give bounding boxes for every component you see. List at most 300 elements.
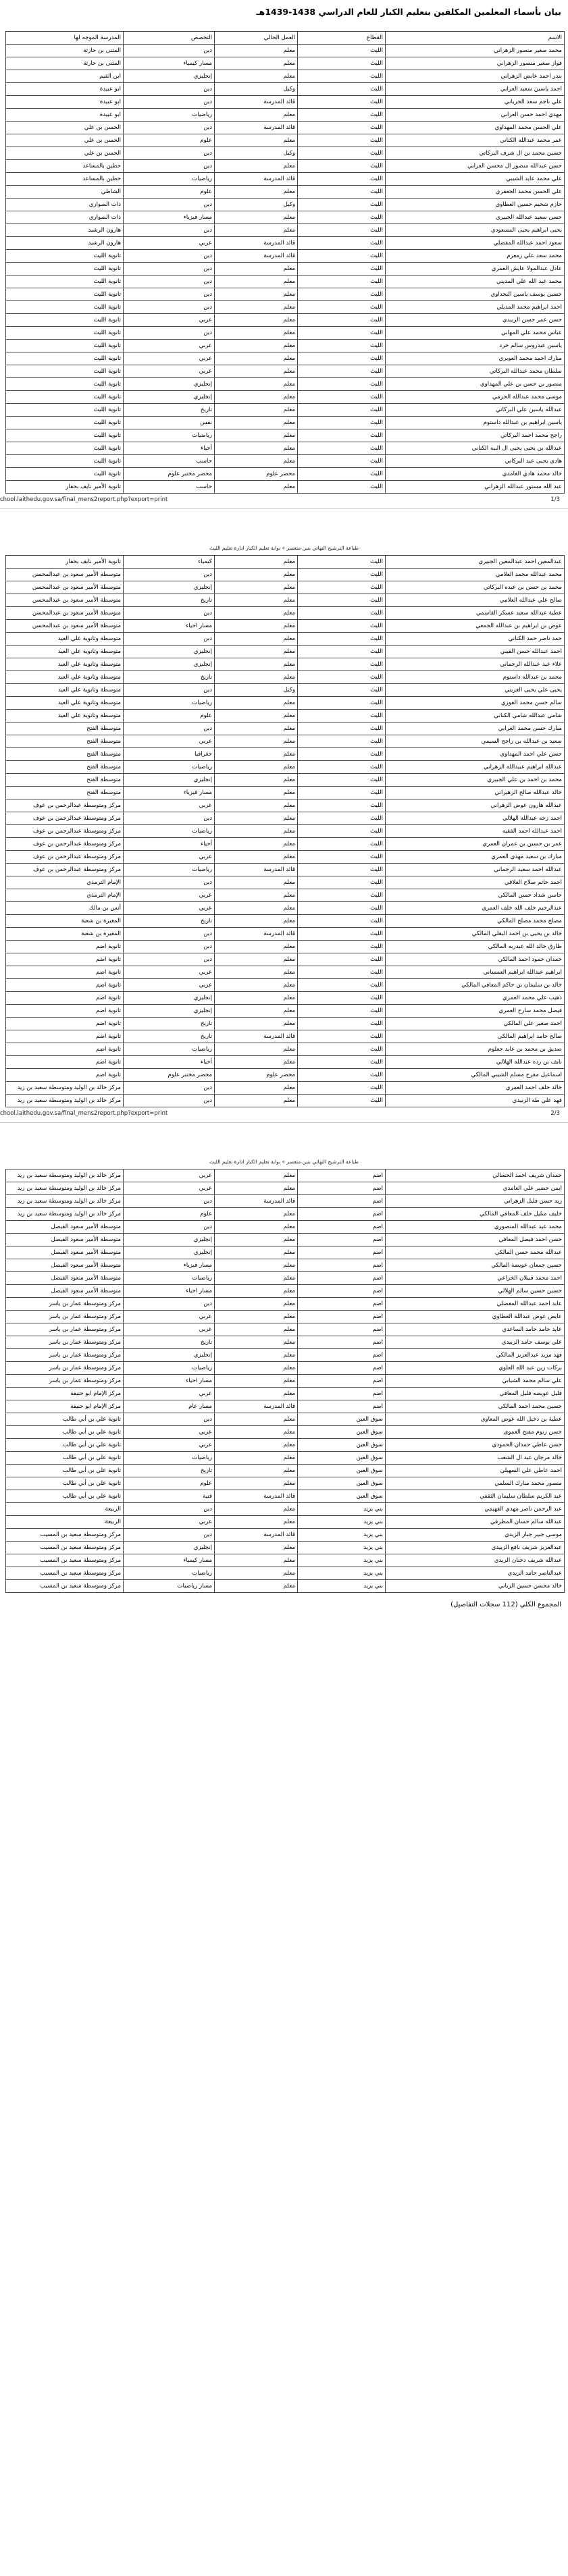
table-cell: معلم [215,160,298,173]
table-row [6,799,565,812]
table-row [6,160,565,173]
table-cell: قائد المدرسة [215,1195,298,1208]
table-cell: دين [124,250,215,263]
table-row [6,581,565,594]
table-row [6,1452,565,1465]
footer-url: chool.laithedu.gov.sa/final_mens2report.php?export=print [0,496,168,503]
table-cell: معلم [215,404,298,417]
table-cell: تاريخ [124,915,215,928]
table-cell: الليث [298,620,386,633]
table-cell: الليث [298,953,386,966]
teachers-table-page-2 [5,555,565,1107]
table-row [6,594,565,607]
table-cell: إنجليزي [124,1246,215,1259]
table-row [6,979,565,992]
table-cell: معلم [215,314,298,327]
table-cell: متوسطة الأمير سعود بن عبدالمحسن [6,607,124,620]
table-cell: ثانوية علي بن أبي طالب [6,1426,124,1439]
table-cell: سالم حسن محمد الفوزي [386,697,565,710]
table-cell: معلم [215,1208,298,1221]
table-cell: متوسطة الفتح [6,787,124,799]
table-cell: معلم [215,1234,298,1246]
table-cell: تاريخ [124,1030,215,1043]
table-cell: رياضيات [124,173,215,186]
table-row [6,851,565,864]
table-cell: متوسطة الأمير سعود الفيصل [6,1234,124,1246]
table-cell: دين [124,96,215,109]
table-row [6,301,565,314]
table-cell: متوسطة الفتح [6,761,124,774]
table-cell: وكيل [215,147,298,160]
table-row [6,83,565,96]
table-cell: معلم [215,1452,298,1465]
table-cell: سوق العين [298,1490,386,1503]
table-cell: ابو عبيدة [6,96,124,109]
table-cell: مسار رياضيات [124,1580,215,1593]
table-row [6,812,565,825]
table-cell: معلم [215,378,298,391]
table-row [6,1349,565,1362]
table-cell: حاسن شداد حسن المالكي [386,889,565,902]
table-row [6,96,565,109]
table-cell: اسماعيل مفرح مسلم الشيبي المالكي [386,1069,565,1082]
table-cell: معلم [215,1413,298,1426]
column-header: القطاع [298,32,386,45]
table-cell: متوسطة وثانوية علي العيد [6,684,124,697]
table-row [6,1362,565,1375]
table-cell: خالد بن سليمان بن حاكم المعافي المالكي [386,979,565,992]
table-cell: مسار كيمياء [124,57,215,70]
table-cell: ايمن حضير علي الغامدي [386,1182,565,1195]
table-row [6,327,565,340]
table-cell: صالح علي عبدالله العلامي [386,594,565,607]
table-cell: حسن زنوم مفتح العموي [386,1426,565,1439]
table-cell: مركز خالد بن الوليد ومتوسطة سعيد بن زيد [6,1095,124,1107]
table-cell: الليث [298,915,386,928]
table-cell: دين [124,941,215,953]
table-cell: سوق العين [298,1439,386,1452]
table-cell: اضم [298,1208,386,1221]
table-cell: وكيل [215,199,298,211]
table-cell: الليث [298,569,386,581]
table-cell: الشاطي [6,186,124,199]
table-row [6,263,565,275]
table-cell: تاريخ [124,671,215,684]
table-row [6,1311,565,1323]
table-cell: قائد المدرسة [215,122,298,134]
table-cell: معلم [215,671,298,684]
table-cell: معلم [215,186,298,199]
table-cell: فواز صغير منصور الزهراني [386,57,565,70]
table-cell: اضم [298,1221,386,1234]
table-cell: علوم [124,710,215,722]
table-row [6,1336,565,1349]
table-cell: دين [124,45,215,57]
table-cell: معلم [215,620,298,633]
table-cell: قائد المدرسة [215,1490,298,1503]
table-row [6,915,565,928]
table-cell: متوسطة وثانوية علي العيد [6,646,124,658]
table-cell: علي الحسن محمد المهداوي [386,122,565,134]
table-row [6,1095,565,1107]
table-cell: دين [124,263,215,275]
table-cell: بني يزيد [298,1542,386,1554]
table-cell: بندر احمد عايض الزهراني [386,70,565,83]
table-cell: معلم [215,301,298,314]
table-cell: الليث [298,301,386,314]
table-cell: اضم [298,1285,386,1298]
table-cell: عربي [124,966,215,979]
table-cell: اضم [298,1195,386,1208]
table-row [6,697,565,710]
table-cell: احمد عبدالله احمد الفقيه [386,825,565,838]
table-cell: محمد سعد علي زمعرم [386,250,565,263]
table-cell: الليث [298,1095,386,1107]
table-cell: الليث [298,1030,386,1043]
table-cell: أحياء [124,1056,215,1069]
table-cell: دين [124,1195,215,1208]
table-cell: عربي [124,979,215,992]
table-cell: اضم [298,1375,386,1388]
table-cell: قائد المدرسة [215,173,298,186]
table-cell: الليث [298,812,386,825]
table-cell: زيد حسن فليل الزهراني [386,1195,565,1208]
table-cell: علوم [124,134,215,147]
table-cell: عبدالعزيز شريف نافع الزبيدي [386,1542,565,1554]
table-cell: المثنى بن حارثة [6,45,124,57]
table-cell: معلم [215,455,298,468]
table-cell: دين [124,1221,215,1234]
table-cell: الليث [298,735,386,748]
table-cell: الليث [298,250,386,263]
table-row [6,429,565,442]
table-row [6,314,565,327]
table-cell: علوم [124,1208,215,1221]
column-header: المدرسة الموجه لها [6,32,124,45]
table-cell: الليث [298,851,386,864]
table-cell: حمدان حمود احمد المالكي [386,953,565,966]
table-cell: الليث [298,186,386,199]
table-header-row [6,32,565,45]
table-cell: معلم [215,1477,298,1490]
table-cell: مركز ومتوسطة سعيد بن المسيب [6,1529,124,1542]
table-cell: معلم [215,581,298,594]
table-cell: ثانوية الليث [6,404,124,417]
table-cell: سوق العين [298,1452,386,1465]
table-row [6,1018,565,1030]
table-row [6,455,565,468]
table-cell: فنية [124,1490,215,1503]
table-cell: حسين جمعان عويضة المالكي [386,1259,565,1272]
table-cell: خليف متليل خلف المعافي المالكي [386,1208,565,1221]
table-cell: هارون الرشيد [6,224,124,237]
table-cell: عادل عبدالمولا عايش العمري [386,263,565,275]
table-cell: سعيد بن عبدالله بن راجح السيمي [386,735,565,748]
table-cell: رياضيات [124,864,215,876]
footer-url: chool.laithedu.gov.sa/final_mens2report.php?export=print [0,1110,168,1117]
table-cell: علاء عيد عبدالله الرجماني [386,658,565,671]
table-cell: متوسطة الأمير سعود بن عبدالمحسن [6,581,124,594]
table-cell: اضم [298,1169,386,1182]
table-cell: احمد محمد قبيلان الخزاعي [386,1272,565,1285]
table-cell: الليث [298,275,386,288]
table-cell: معلم [215,966,298,979]
table-cell: نايف بن رده عبدالله الهلالي [386,1056,565,1069]
table-cell: متوسطة وثانوية علي العيد [6,710,124,722]
table-cell: ثانوية اضم [6,953,124,966]
table-row [6,1554,565,1567]
table-cell: حسن سعيد عبدالله الجبيري [386,211,565,224]
table-cell: عربي [124,799,215,812]
table-cell: ثانوية الليث [6,378,124,391]
table-cell: ثانوية اضم [6,979,124,992]
table-cell: معلم [215,1580,298,1593]
table-cell: حاسب [124,455,215,468]
table-row [6,1182,565,1195]
table-cell: مركز خالد بن الوليد ومتوسطة سعيد بن زيد [6,1195,124,1208]
table-cell: عربي [124,1169,215,1182]
table-cell: اضم [298,1362,386,1375]
table-cell: شامي عبدالله شامي الكناني [386,710,565,722]
table-cell: عربي [124,1182,215,1195]
table-row [6,876,565,889]
table-cell: محضر مختبر علوم [124,468,215,481]
table-cell: الليث [298,109,386,122]
table-cell: الليث [298,889,386,902]
table-cell: سوق العين [298,1413,386,1426]
table-cell: بني يزيد [298,1503,386,1516]
table-cell: معلم [215,1554,298,1567]
table-cell: معلم [215,697,298,710]
table-cell: الليث [298,391,386,404]
table-cell: معلم [215,722,298,735]
table-cell: الإمام الترمذي [6,889,124,902]
table-cell: دين [124,1082,215,1095]
table-cell: الليث [298,825,386,838]
table-row [6,966,565,979]
table-cell: معلم [215,607,298,620]
table-cell: تاريخ [124,1336,215,1349]
table-cell: حسين محمد احمد المالكي [386,1400,565,1413]
table-cell: متوسطة وثانوية علي العيد [6,671,124,684]
table-row [6,1208,565,1221]
table-row [6,1272,565,1285]
table-cell: الليث [298,122,386,134]
table-cell: معلم [215,569,298,581]
table-cell: مسار عام [124,1400,215,1413]
table-cell: مركز ومتوسطة سعيد بن المسيب [6,1580,124,1593]
table-cell: المثنى بن حارثة [6,57,124,70]
table-cell: معلم [215,1259,298,1272]
table-cell: عطية بن دخيل الله عوض المعاوي [386,1413,565,1426]
table-cell: معلم [215,735,298,748]
table-cell: محضر علوم [215,1069,298,1082]
table-row [6,1580,565,1593]
table-cell: معلم [215,1169,298,1182]
table-cell: دين [124,1095,215,1107]
table-cell: رياضيات [124,429,215,442]
table-cell: مركز الإمام ابو حنيفة [6,1388,124,1400]
table-cell: ثانوية الليث [6,352,124,365]
table-row [6,1516,565,1529]
table-cell: متوسطة الأمير سعود الفيصل [6,1285,124,1298]
table-cell: رياضيات [124,825,215,838]
table-cell: محمد بن حسن بن عبده البركاتي [386,581,565,594]
table-cell: تاريخ [124,404,215,417]
table-cell: ثانوية الليث [6,275,124,288]
table-cell: معلم [215,352,298,365]
table-cell: مركز ومتوسطة عمار بن ياسر [6,1298,124,1311]
table-cell: محمد بن عبدالله داستوم [386,671,565,684]
table-cell: الليث [298,658,386,671]
table-cell: ثانوية الليث [6,340,124,352]
table-cell: الليث [298,468,386,481]
table-cell: الليث [298,710,386,722]
table-cell: حسن عبدالله منصور ال محسن العرابي [386,160,565,173]
table-cell: معلم [215,1465,298,1477]
table-cell: منصور بن حسن بن علي المهداوي [386,378,565,391]
table-cell: مركز ومتوسطة عمار بن ياسر [6,1336,124,1349]
table-cell: رياضيات [124,1452,215,1465]
table-cell: موسى محمد عبدالله الحرمي [386,391,565,404]
table-cell: معلم [215,825,298,838]
table-cell: تاريخ [124,1465,215,1477]
table-cell: خالد محمد هادي الغامدي [386,468,565,481]
table-cell: الليث [298,1056,386,1069]
table-cell: ثانوية الليث [6,288,124,301]
table-cell: ثانوية اضم [6,992,124,1005]
table-cell: الليث [298,748,386,761]
page-break [0,508,568,542]
table-cell: معلم [215,761,298,774]
table-cell: احمد ابراهيم محمد المديلي [386,301,565,314]
table-row [6,199,565,211]
table-cell: معلم [215,327,298,340]
table-cell: معلم [215,275,298,288]
table-cell: المغيرة بن شعبة [6,915,124,928]
table-cell: مسار فيزياء [124,211,215,224]
table-cell: سوق العين [298,1477,386,1490]
teachers-table-page-3 [5,1169,565,1593]
table-row [6,1056,565,1069]
table-cell: مسار فيزياء [124,1259,215,1272]
table-cell: عوض بن ابراهيم بن عبدالله الجمعي [386,620,565,633]
table-row [6,173,565,186]
table-cell: الليث [298,481,386,494]
table-cell: اضم [298,1336,386,1349]
table-cell: الليث [298,429,386,442]
table-cell: الليث [298,417,386,429]
table-cell: رياضيات [124,109,215,122]
table-cell: عبد الرحمن ناصر مهدي الفهيمي [386,1503,565,1516]
table-cell: دين [124,147,215,160]
table-cell: حسين حسين سالم الهلالي [386,1285,565,1298]
table-cell: هادي يحيى عيد البركاتي [386,455,565,468]
table-cell: عربي [124,340,215,352]
table-row [6,1069,565,1082]
table-cell: الليث [298,288,386,301]
table-row [6,1259,565,1272]
table-cell: معلم [215,263,298,275]
table-cell: عابد احمد عبدالله المفضلي [386,1298,565,1311]
table-cell: معلم [215,57,298,70]
table-cell: دين [124,301,215,314]
table-cell: ثانوية الليث [6,455,124,468]
page-number: 2/3 [550,1110,560,1117]
table-cell: دين [124,224,215,237]
table-cell: محمد عيد عبدالله المنصوري [386,1221,565,1234]
table-cell: اضم [298,1311,386,1323]
table-row [6,864,565,876]
table-cell: عربي [124,314,215,327]
table-cell: الليث [298,365,386,378]
table-cell: علي محمد عايد الشيبي [386,173,565,186]
table-cell: الليث [298,263,386,275]
table-cell: بني يزيد [298,1567,386,1580]
print-header: طباعة الترشيح النهائي بنين متعسر » بوابة تعليم الكبار ادارة تعليم الليث [209,545,359,551]
table-cell: حطين بالمساعد [6,173,124,186]
table-cell: دين [124,199,215,211]
table-row [6,468,565,481]
table-cell: حسين يوسف ياسين البجداوي [386,288,565,301]
table-cell: ثانوية الليث [6,301,124,314]
table-cell: مركز ومتوسطة سعيد بن المسيب [6,1542,124,1554]
table-cell: عايد حامد حامد الساعدي [386,1323,565,1336]
table-cell: وكيل [215,83,298,96]
table-cell: ثانوية اضم [6,941,124,953]
table-cell: ثانوية اضم [6,1069,124,1082]
table-cell: حاسب [124,481,215,494]
table-cell: ثانوية الليث [6,417,124,429]
table-row [6,275,565,288]
table-cell: ثانوية اضم [6,1005,124,1018]
table-cell: ثانوية الليث [6,327,124,340]
table-cell: يحيى علي يحيى العزيني [386,684,565,697]
table-cell: حسن احمد فيصل المعافي [386,1234,565,1246]
table-cell: عربي [124,902,215,915]
table-row [6,45,565,57]
table-cell: قائد المدرسة [215,1529,298,1542]
table-cell: ثانوية علي بن أبي طالب [6,1413,124,1426]
table-cell: معلم [215,658,298,671]
table-row [6,1400,565,1413]
table-cell: معلم [215,812,298,825]
table-cell: خالد عبدالله صالح الزهيراني [386,787,565,799]
table-cell: خالد مرجان عيد ال الشعب [386,1452,565,1465]
print-footer [0,1107,568,1122]
table-cell: المغيرة بن شعبة [6,928,124,941]
table-cell: عربي [124,851,215,864]
table-cell: متوسطة الأمير سعود الفيصل [6,1246,124,1259]
table-cell: الليث [298,992,386,1005]
table-row [6,1413,565,1426]
table-cell: معلم [215,1056,298,1069]
table-row [6,928,565,941]
table-cell: معلم [215,876,298,889]
table-cell: الليث [298,199,386,211]
table-row [6,838,565,851]
table-cell: ثانوية علي بن أبي طالب [6,1477,124,1490]
table-cell: ابو عبيدة [6,109,124,122]
table-cell: مركز ومتوسطة عمار بن ياسر [6,1375,124,1388]
table-row [6,1195,565,1208]
table-row [6,889,565,902]
table-row [6,442,565,455]
table-cell: مبارك بن سعيد مهدي العمري [386,851,565,864]
table-cell: معلم [215,1375,298,1388]
table-row [6,992,565,1005]
table-cell: معلم [215,417,298,429]
